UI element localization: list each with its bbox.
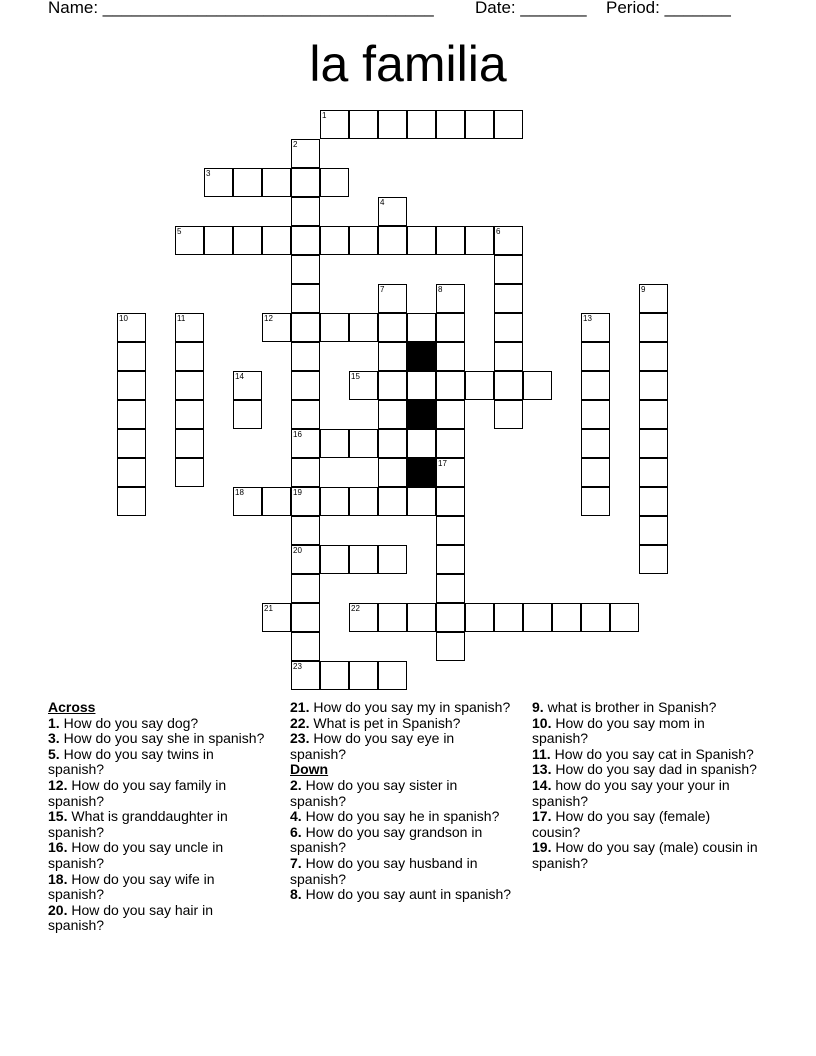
crossword-cell[interactable] <box>117 458 146 487</box>
crossword-cell[interactable] <box>407 487 436 516</box>
crossword-cell[interactable] <box>291 661 320 690</box>
clue-number: 1. <box>48 714 60 731</box>
cell-number: 4 <box>380 198 385 207</box>
crossword-cell[interactable] <box>320 313 349 342</box>
crossword-cell[interactable] <box>349 487 378 516</box>
crossword-cell[interactable] <box>117 429 146 458</box>
crossword-cell[interactable] <box>378 487 407 516</box>
crossword-block-cell <box>407 458 436 487</box>
crossword-cell[interactable] <box>117 487 146 516</box>
crossword-cell[interactable] <box>639 284 668 313</box>
crossword-cell[interactable] <box>262 226 291 255</box>
crossword-cell[interactable] <box>639 400 668 429</box>
crossword-cell[interactable] <box>233 168 262 197</box>
crossword-cell[interactable] <box>233 371 262 400</box>
crossword-cell[interactable] <box>204 168 233 197</box>
crossword-cell[interactable] <box>436 487 465 516</box>
crossword-cell[interactable] <box>117 313 146 342</box>
crossword-cell[interactable] <box>639 487 668 516</box>
clue-number: 21. <box>290 699 310 715</box>
crossword-cell[interactable] <box>320 661 349 690</box>
clue-text: How do you say wife in spanish? <box>48 870 215 903</box>
cell-number: 8 <box>438 285 443 294</box>
cell-number: 5 <box>177 227 182 236</box>
clue-number: 5. <box>48 745 60 762</box>
cell-number: 7 <box>380 285 385 294</box>
crossword-cell[interactable] <box>639 516 668 545</box>
crossword-cell[interactable] <box>117 371 146 400</box>
clue-item <box>532 778 758 809</box>
crossword-cell[interactable] <box>378 545 407 574</box>
clue-item <box>48 903 270 934</box>
clue-number: 19. <box>532 839 552 856</box>
crossword-cell[interactable] <box>581 342 610 371</box>
cell-number: 9 <box>641 285 646 294</box>
crossword-cell[interactable] <box>494 255 523 284</box>
crossword-cell[interactable] <box>494 603 523 632</box>
clue-item <box>290 716 512 732</box>
crossword-cell[interactable] <box>581 458 610 487</box>
crossword-cell[interactable] <box>175 371 204 400</box>
clue-item <box>290 731 512 762</box>
crossword-cell[interactable] <box>349 603 378 632</box>
clue-text: How do you say uncle in spanish? <box>48 839 224 871</box>
crossword-cell[interactable] <box>610 603 639 632</box>
crossword-cell[interactable] <box>175 400 204 429</box>
clue-text: How do you say dog? <box>59 714 199 731</box>
crossword-cell[interactable] <box>436 429 465 458</box>
crossword-cell[interactable] <box>378 371 407 400</box>
crossword-cell[interactable] <box>494 371 523 400</box>
crossword-cell[interactable] <box>436 371 465 400</box>
cell-number: 13 <box>583 314 592 323</box>
crossword-cell[interactable] <box>581 400 610 429</box>
clue-number: 9. <box>532 699 544 715</box>
clue-number: 17. <box>532 808 552 825</box>
down-clue-list-continued <box>532 700 758 872</box>
cell-number: 19 <box>293 488 302 497</box>
crossword-cell[interactable] <box>291 313 320 342</box>
clue-item <box>532 762 758 778</box>
crossword-cell[interactable] <box>465 603 494 632</box>
crossword-cell[interactable] <box>175 458 204 487</box>
clue-text: How do you say (male) cousin in spanish? <box>532 839 758 871</box>
crossword-cell[interactable] <box>291 400 320 429</box>
crossword-cell[interactable] <box>436 284 465 313</box>
crossword-cell[interactable] <box>465 226 494 255</box>
clue-item <box>48 872 270 903</box>
crossword-cell[interactable] <box>204 226 233 255</box>
crossword-cell[interactable] <box>378 110 407 139</box>
down-clue-list <box>290 778 512 903</box>
crossword-cell[interactable] <box>436 226 465 255</box>
crossword-cell[interactable] <box>291 603 320 632</box>
clue-number: 23. <box>290 730 310 747</box>
crossword-cell[interactable] <box>262 603 291 632</box>
clue-item <box>48 716 270 732</box>
cell-number: 18 <box>235 488 244 497</box>
clue-item <box>290 809 512 825</box>
clue-item <box>48 809 270 840</box>
crossword-block-cell <box>407 400 436 429</box>
crossword-cell[interactable] <box>175 429 204 458</box>
crossword-cell[interactable] <box>523 603 552 632</box>
clue-item <box>48 747 270 778</box>
crossword-cell[interactable] <box>320 545 349 574</box>
crossword-cell[interactable] <box>262 487 291 516</box>
crossword-cell[interactable] <box>639 371 668 400</box>
clue-number: 8. <box>290 886 302 903</box>
crossword-cell[interactable] <box>407 226 436 255</box>
crossword-cell[interactable] <box>291 545 320 574</box>
clue-text: How do you say sister in spanish? <box>290 776 458 809</box>
clue-text: How do you say husband in spanish? <box>290 854 478 887</box>
crossword-cell[interactable] <box>291 342 320 371</box>
crossword-cell[interactable] <box>407 110 436 139</box>
crossword-cell[interactable] <box>349 661 378 690</box>
down-heading: Down <box>290 761 329 778</box>
crossword-cell[interactable] <box>262 168 291 197</box>
clues-column-2 <box>290 700 512 903</box>
crossword-cell[interactable] <box>639 429 668 458</box>
crossword-cell[interactable] <box>378 661 407 690</box>
crossword-cell[interactable] <box>378 342 407 371</box>
clue-text: how do you say your your in spanish? <box>532 776 730 809</box>
clue-item <box>532 716 758 747</box>
clue-item <box>48 778 270 809</box>
crossword-cell[interactable] <box>436 313 465 342</box>
clue-number: 6. <box>290 823 302 840</box>
crossword-block-cell <box>407 342 436 371</box>
clue-text: How do you say eye in spanish? <box>290 730 455 762</box>
across-clue-list-continued <box>290 700 512 762</box>
crossword-cell[interactable] <box>407 371 436 400</box>
clue-number: 3. <box>48 730 60 747</box>
clue-text: How do you say he in spanish? <box>301 808 500 825</box>
clue-item <box>48 731 270 747</box>
crossword-cell[interactable] <box>494 342 523 371</box>
across-clue-list <box>48 716 270 934</box>
crossword-cell[interactable] <box>436 458 465 487</box>
clue-number: 10. <box>532 714 552 731</box>
clue-text: How do you say she in spanish? <box>59 730 265 747</box>
crossword-cell[interactable] <box>436 516 465 545</box>
crossword-cell[interactable] <box>291 226 320 255</box>
clue-text: How do you say hair in spanish? <box>48 901 213 934</box>
crossword-cell[interactable] <box>436 110 465 139</box>
crossword-cell[interactable] <box>494 400 523 429</box>
crossword-cell[interactable] <box>349 226 378 255</box>
crossword-cell[interactable] <box>262 313 291 342</box>
crossword-cell[interactable] <box>291 284 320 313</box>
crossword-cell[interactable] <box>436 574 465 603</box>
crossword-cell[interactable] <box>378 429 407 458</box>
clue-number: 4. <box>290 808 302 825</box>
crossword-cell[interactable] <box>436 400 465 429</box>
crossword-cell[interactable] <box>436 342 465 371</box>
crossword-cell[interactable] <box>407 429 436 458</box>
crossword-cell[interactable] <box>291 487 320 516</box>
clue-number: 14. <box>532 776 552 793</box>
crossword-cell[interactable] <box>320 110 349 139</box>
crossword-cell[interactable] <box>291 168 320 197</box>
crossword-cell[interactable] <box>320 226 349 255</box>
crossword-cell[interactable] <box>291 255 320 284</box>
crossword-cell[interactable] <box>349 313 378 342</box>
crossword-cell[interactable] <box>407 313 436 342</box>
crossword-cell[interactable] <box>378 400 407 429</box>
clue-number: 11. <box>532 745 551 762</box>
clue-text: What is granddaughter in spanish? <box>48 808 228 840</box>
crossword-cell[interactable] <box>175 313 204 342</box>
clue-text: How do you say grandson in spanish? <box>290 823 483 856</box>
crossword-cell[interactable] <box>581 487 610 516</box>
crossword-cell[interactable] <box>378 197 407 226</box>
crossword-cell[interactable] <box>320 168 349 197</box>
crossword-cell[interactable] <box>465 371 494 400</box>
crossword-cell[interactable] <box>233 487 262 516</box>
clue-item <box>532 840 758 871</box>
crossword-cell[interactable] <box>175 342 204 371</box>
crossword-cell[interactable] <box>349 371 378 400</box>
cell-number: 10 <box>119 314 128 323</box>
clue-number: 13. <box>532 761 552 778</box>
crossword-cell[interactable] <box>494 313 523 342</box>
clue-item <box>290 778 512 809</box>
crossword-cell[interactable] <box>494 226 523 255</box>
crossword-cell[interactable] <box>349 429 378 458</box>
crossword-cell[interactable] <box>378 458 407 487</box>
crossword-cell[interactable] <box>378 313 407 342</box>
clue-item <box>290 887 512 903</box>
across-heading: Across <box>48 699 96 715</box>
clue-item <box>290 856 512 887</box>
clue-number: 2. <box>290 776 302 793</box>
clue-text: How do you say my in spanish? <box>309 699 511 715</box>
crossword-cell[interactable] <box>639 342 668 371</box>
clue-text: How do you say (female) cousin? <box>532 808 711 840</box>
crossword-cell[interactable] <box>175 226 204 255</box>
crossword-cell[interactable] <box>291 371 320 400</box>
clue-item <box>532 700 758 716</box>
clue-number: 7. <box>290 854 302 871</box>
cell-number: 11 <box>177 314 186 323</box>
cell-number: 23 <box>293 662 302 671</box>
crossword-cell[interactable] <box>320 487 349 516</box>
crossword-cell[interactable] <box>117 400 146 429</box>
crossword-cell[interactable] <box>291 632 320 661</box>
cell-number: 12 <box>264 314 273 323</box>
crossword-cell[interactable] <box>378 603 407 632</box>
period-field-label: Period: _______ <box>606 0 731 17</box>
crossword-cell[interactable] <box>233 400 262 429</box>
crossword-cell[interactable] <box>436 603 465 632</box>
crossword-cell[interactable] <box>523 371 552 400</box>
page-title: la familia <box>309 36 507 92</box>
clue-item <box>532 809 758 840</box>
clue-number: 16. <box>48 839 68 856</box>
cell-number: 22 <box>351 604 360 613</box>
crossword-cell[interactable] <box>349 110 378 139</box>
crossword-cell[interactable] <box>552 603 581 632</box>
clue-number: 15. <box>48 808 68 825</box>
crossword-cell[interactable] <box>581 603 610 632</box>
crossword-cell[interactable] <box>581 429 610 458</box>
cell-number: 14 <box>235 372 244 381</box>
cell-number: 1 <box>322 111 327 120</box>
cell-number: 20 <box>293 546 302 555</box>
clue-item <box>48 840 270 871</box>
crossword-cell[interactable] <box>407 603 436 632</box>
clue-number: 22. <box>290 714 310 731</box>
clue-text: How do you say twins in spanish? <box>48 745 214 778</box>
crossword-cell[interactable] <box>117 342 146 371</box>
crossword-cell[interactable] <box>436 632 465 661</box>
name-field-label: Name: ___________________________________ <box>48 0 434 17</box>
cell-number: 3 <box>206 169 211 178</box>
crossword-cell[interactable] <box>639 458 668 487</box>
clue-item <box>290 700 512 716</box>
crossword-cell[interactable] <box>639 545 668 574</box>
cell-number: 17 <box>438 459 447 468</box>
clue-text: How do you say family in spanish? <box>48 776 227 809</box>
clue-text: How do you say aunt in spanish? <box>301 886 512 903</box>
crossword-cell[interactable] <box>436 545 465 574</box>
clues-column-3 <box>532 700 758 872</box>
clues-column-1 <box>48 700 270 934</box>
clue-number: 20. <box>48 901 68 918</box>
clue-number: 12. <box>48 776 68 793</box>
crossword-cell[interactable] <box>581 313 610 342</box>
crossword-cell[interactable] <box>291 574 320 603</box>
crossword-cell[interactable] <box>291 139 320 168</box>
clue-number: 18. <box>48 870 68 887</box>
clue-text: How do you say mom in spanish? <box>532 714 705 747</box>
cell-number: 6 <box>496 227 501 236</box>
crossword-cell[interactable] <box>291 429 320 458</box>
crossword-cell[interactable] <box>494 284 523 313</box>
crossword-cell[interactable] <box>291 458 320 487</box>
crossword-cell[interactable] <box>291 197 320 226</box>
cell-number: 15 <box>351 372 360 381</box>
clue-text: How do you say dad in spanish? <box>551 761 757 778</box>
clue-item <box>290 825 512 856</box>
crossword-cell[interactable] <box>581 371 610 400</box>
crossword-cell[interactable] <box>233 226 262 255</box>
crossword-cell[interactable] <box>349 545 378 574</box>
cell-number: 2 <box>293 140 298 149</box>
crossword-cell[interactable] <box>494 110 523 139</box>
clue-text: What is pet in Spanish? <box>309 714 461 731</box>
crossword-cell[interactable] <box>465 110 494 139</box>
crossword-cell[interactable] <box>291 516 320 545</box>
crossword-cell[interactable] <box>639 313 668 342</box>
crossword-cell[interactable] <box>378 226 407 255</box>
clue-item <box>532 747 758 763</box>
clue-text: what is brother in Spanish? <box>543 699 717 715</box>
crossword-cell[interactable] <box>320 429 349 458</box>
clue-text: How do you say cat in Spanish? <box>550 745 754 762</box>
crossword-cell[interactable] <box>378 284 407 313</box>
date-field-label: Date: _______ <box>475 0 587 17</box>
cell-number: 16 <box>293 430 302 439</box>
cell-number: 21 <box>264 604 273 613</box>
